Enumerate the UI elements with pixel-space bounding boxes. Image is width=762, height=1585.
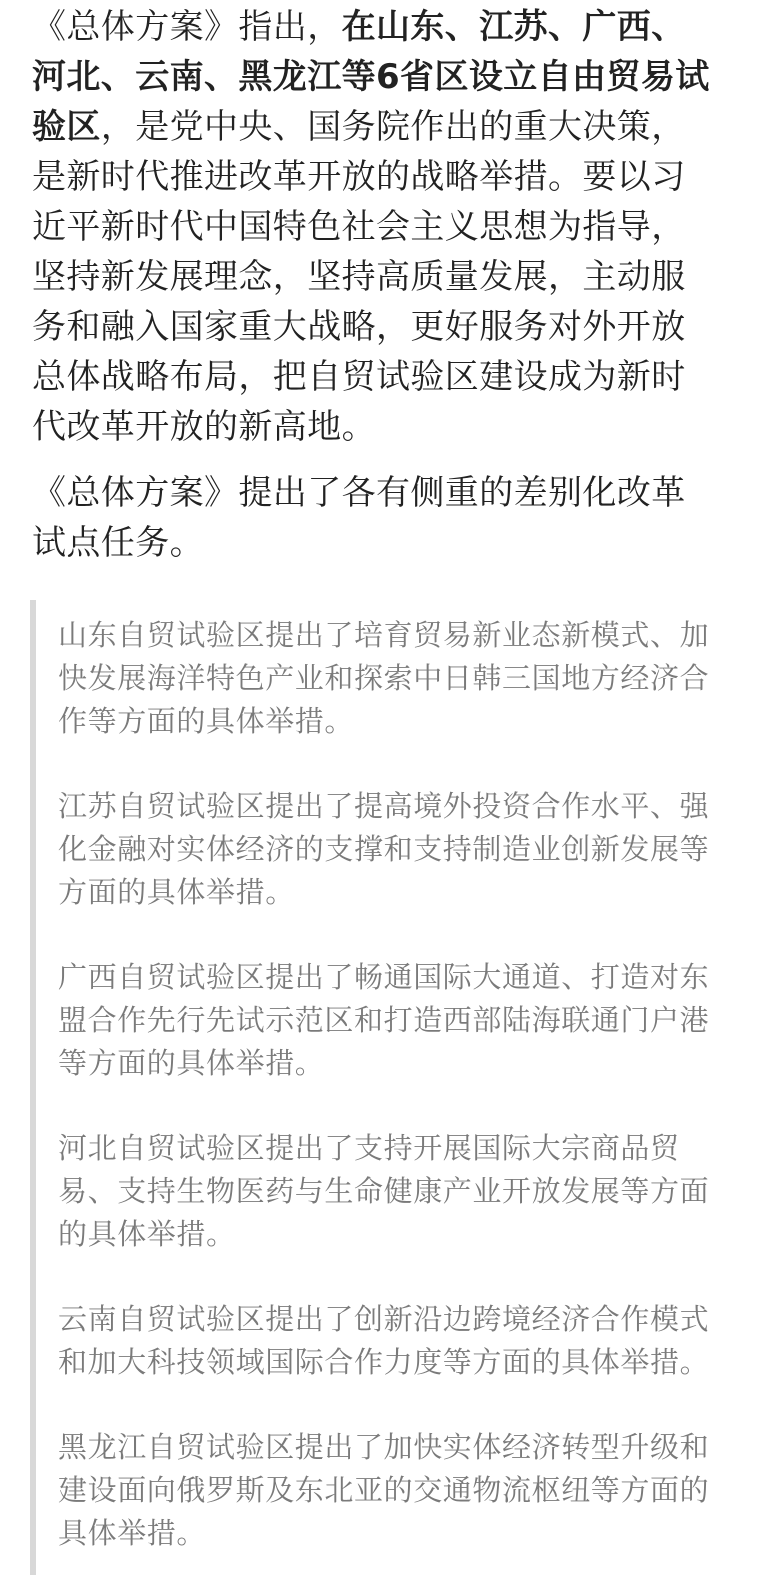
quote-item-jiangsu: 江苏自贸试验区提出了提高境外投资合作水平、强化金融对实体经济的支撑和支持制造业创新发展等方面的具体举措。 [58, 789, 710, 909]
intro-paragraph [32, 2, 712, 452]
quote-item-heilongjiang: 黑龙江自贸试验区提出了加快实体经济转型升级和建设面向俄罗斯及东北亚的交通物流枢纽等方面的具体举措。 [58, 1430, 710, 1550]
tasks-intro-paragraph: 《总体方案》提出了各有侧重的差别化改革试点任务。 [32, 473, 686, 563]
quote-item-guangxi: 广西自贸试验区提出了畅通国际大通道、打造对东盟合作先行先试示范区和打造西部陆海联通门户港等方面的具体举措。 [58, 960, 710, 1080]
quote-item-yunnan: 云南自贸试验区提出了创新沿边跨境经济合作模式和加大科技领域国际合作力度等方面的具体举措。 [58, 1302, 710, 1379]
intro-text-rest: ，是党中央、国务院作出的重大决策，是新时代推进改革开放的战略举措。要以习近平新时代中国特色社会主义思想为指导，坚持新发展理念，坚持高质量发展，主动服务和融入国家重大战略，更好服务对外开放总体战略布局，把自贸试验区建设成为新时代改革开放的新高地。 [32, 107, 686, 447]
quote-item-shandong: 山东自贸试验区提出了培育贸易新业态新模式、加快发展海洋特色产业和探索中日韩三国地方经济合作等方面的具体举措。 [58, 618, 710, 738]
intro-text-bold: 在山东、江苏、广西、河北、云南、黑龙江等6省区设立自由贸易试验区 [32, 7, 710, 147]
quote-item-hebei: 河北自贸试验区提出了支持开展国际大宗商品贸易、支持生物医药与生命健康产业开放发展等方面的具体举措。 [58, 1131, 710, 1251]
blockquote [30, 600, 710, 1575]
article-body [32, 0, 712, 568]
intro-text-lead: 《总体方案》指出， [32, 7, 342, 47]
